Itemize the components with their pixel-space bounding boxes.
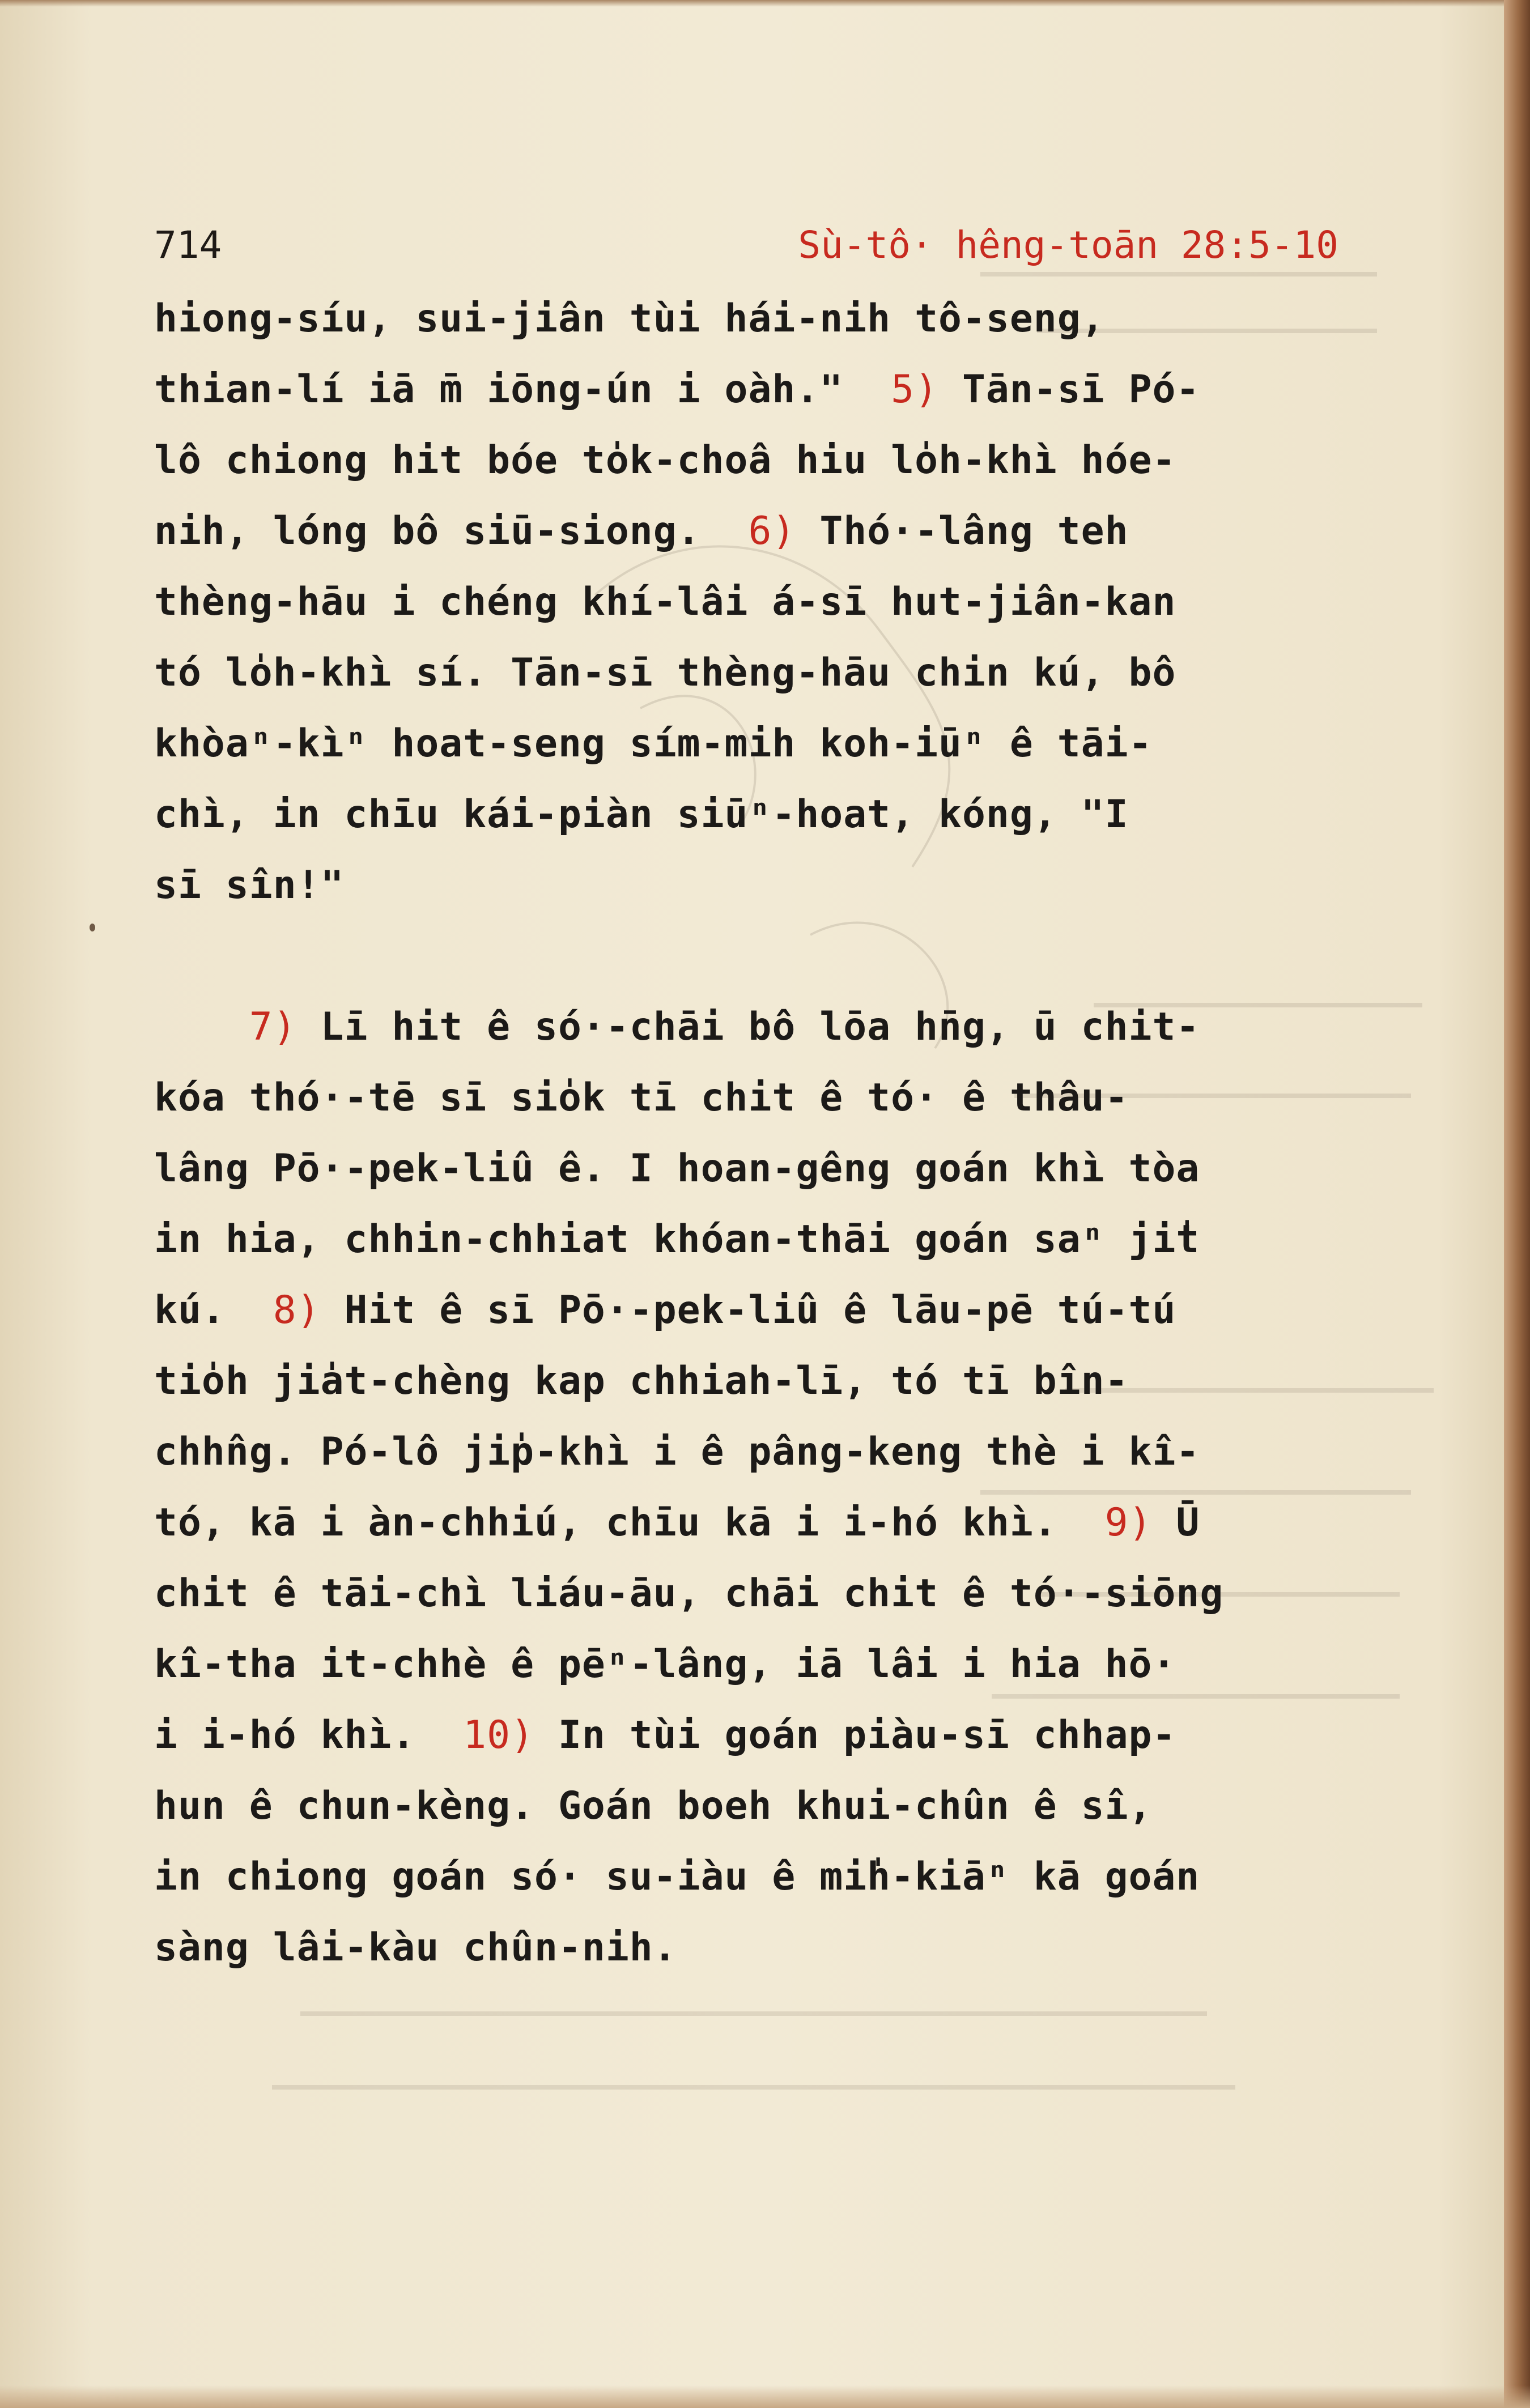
text-segment: Ū: [1152, 1500, 1200, 1545]
text-segment: In tùi goán piàu-sī chhap-: [534, 1713, 1176, 1758]
text-line: in chiong goán só· su-iàu ê mi̍h-kiāⁿ kā goán: [154, 1854, 1200, 1899]
text-segment: Thó·-lâng teh: [796, 509, 1129, 554]
running-title: Sù-tô· hêng-toān 28:5-10: [798, 223, 1338, 267]
text-line: hun ê chun-kèng. Goán boeh khui-chûn ê sî,: [154, 1784, 1153, 1828]
ink-speck: [90, 924, 95, 931]
text-line: thèng-hāu i chéng khí-lâi á-sī hut-jiân-kan: [154, 580, 1176, 624]
page-top-edge: [0, 0, 1530, 7]
indent: [154, 1005, 249, 1049]
text-line: [154, 496, 1446, 567]
paragraph-gap: [154, 921, 1446, 992]
body-text: [154, 283, 1446, 1983]
text-line: in hia, chhin-chhiat khóan-thāi goán saⁿ ji̍t: [154, 1217, 1200, 1262]
text-line: khòaⁿ-kìⁿ hoat-seng sím-mih koh-iūⁿ ê tāi-: [154, 721, 1153, 766]
page-header: [154, 214, 1338, 276]
text-segment: Hit ê sī Pō·-pek-liû ê lāu-pē tú-tú: [320, 1288, 1176, 1333]
text-line: [154, 1700, 1446, 1771]
text-segment: nih, lóng bô siū-siong.: [154, 509, 749, 554]
text-segment: i i-hó khì.: [154, 1713, 464, 1758]
verse-number: 7): [249, 1005, 297, 1049]
text-segment: tó, kā i àn-chhiú, chīu kā i i-hó khì.: [154, 1500, 1105, 1545]
text-line: sàng lâi-kàu chûn-nih.: [154, 1925, 677, 1970]
page-bottom-edge: [0, 2385, 1530, 2408]
text-segment: Tān-sī Pó-: [938, 367, 1200, 412]
verse-number: 8): [273, 1288, 321, 1333]
verse-number: 5): [891, 367, 939, 412]
text-line: kî-tha it-chhè ê pēⁿ-lâng, iā lâi i hia hō·: [154, 1642, 1176, 1687]
text-segment: Lī hit ê só·-chāi bô lōa hn̄g, ū chit-: [296, 1005, 1200, 1049]
text-line: [154, 354, 1446, 425]
text-line: [154, 1487, 1446, 1558]
text-line: lâng Pō·-pek-liû ê. I hoan-gêng goán khì tòa: [154, 1146, 1200, 1191]
text-segment: kú.: [154, 1288, 273, 1333]
verse-number: 6): [748, 509, 796, 554]
text-line: hiong-síu, sui-jiân tùi hái-nih tô-seng,: [154, 296, 1105, 341]
text-line: chì, in chīu kái-piàn siūⁿ-hoat, kóng, "I: [154, 792, 1129, 837]
text-line: tio̍h jia̍t-chèng kap chhiah-lī, tó tī bîn-: [154, 1359, 1129, 1403]
text-line: [154, 1275, 1446, 1346]
text-segment: thian-lí iā m̄ iōng-ún i oàh.": [154, 367, 891, 412]
page-right-edge: [1504, 0, 1530, 2408]
text-line: kóa thó·-tē sī sio̍k tī chit ê tó· ê thâu-: [154, 1075, 1129, 1120]
text-line: chit ê tāi-chì liáu-āu, chāi chit ê tó·-siōng: [154, 1571, 1224, 1616]
verse-number: 10): [463, 1713, 535, 1758]
verse-number: 9): [1104, 1500, 1153, 1545]
text-line: lô chiong hit bóe to̍k-choâ hiu lo̍h-khì hóe-: [154, 438, 1176, 483]
text-line: chhn̂g. Pó-lô ji̍p-khì i ê pâng-keng thè i kî-: [154, 1430, 1200, 1474]
page-number: 714: [154, 223, 222, 267]
text-line: tó lo̍h-khì sí. Tān-sī thèng-hāu chin kú, bô: [154, 650, 1176, 695]
text-line: sī sîn!": [154, 863, 345, 908]
text-line: [154, 992, 1446, 1062]
